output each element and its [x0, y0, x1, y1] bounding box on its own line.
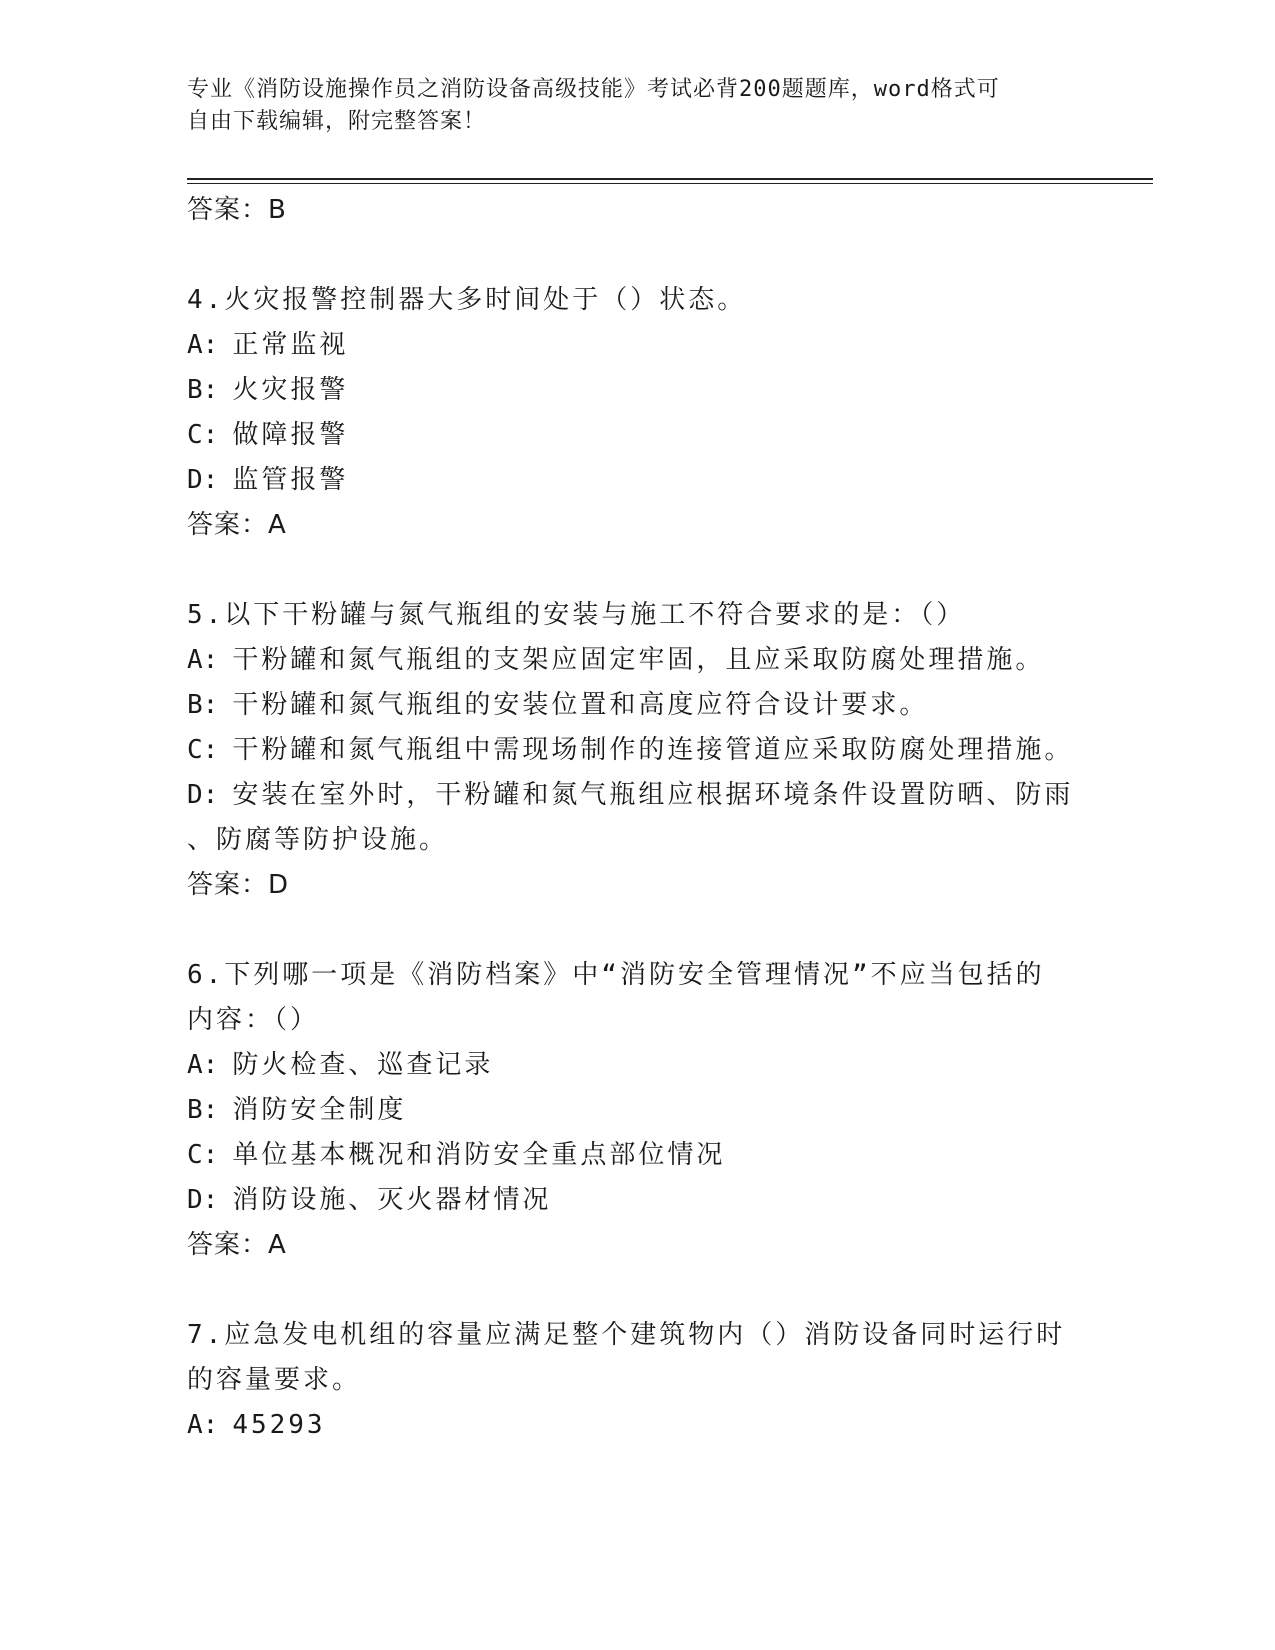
question-text: 4.火灾报警控制器大多时间处于（）状态。	[187, 285, 747, 315]
option-text: 做障报警	[232, 420, 349, 450]
option-text: 正常监视	[232, 330, 349, 360]
document-header	[187, 74, 1067, 138]
option-text: 干粉罐和氮气瓶组的支架应固定牢固，且应采取防腐处理措施。	[232, 645, 1045, 675]
option-text: 干粉罐和氮气瓶组中需现场制作的连接管道应采取防腐处理措施。	[232, 735, 1074, 765]
question-block	[187, 278, 1087, 547]
option-letter: A:	[187, 1410, 219, 1440]
question-block	[187, 1313, 1087, 1448]
option-text: 干粉罐和氮气瓶组的安装位置和高度应符合设计要求。	[232, 690, 929, 720]
option-a	[187, 638, 1087, 683]
option-letter: B:	[187, 1095, 219, 1125]
option-a	[187, 1403, 1087, 1448]
option-c	[187, 413, 1087, 458]
question-text: 5.以下干粉罐与氮气瓶组的安装与施工不符合要求的是：（）	[187, 600, 966, 630]
header-divider-thin	[187, 183, 1153, 184]
option-c	[187, 1133, 1087, 1178]
answer-line: 答案：D	[187, 870, 290, 900]
header-line-2: 自由下载编辑，附完整答案！	[187, 109, 487, 134]
question-text: 6.下列哪一项是《消防档案》中“消防安全管理情况”不应当包括的	[187, 960, 1045, 990]
option-letter: B:	[187, 690, 219, 720]
option-text: 防火检查、巡查记录	[232, 1050, 494, 1080]
option-letter: D:	[187, 780, 219, 810]
question-text: 的容量要求。	[187, 1365, 362, 1395]
option-b	[187, 1088, 1087, 1133]
option-text: 45293	[232, 1410, 326, 1440]
answer-line: 答案：B	[187, 195, 287, 225]
option-b	[187, 368, 1087, 413]
option-text: 安装在室外时，干粉罐和氮气瓶组应根据环境条件设置防晒、防雨	[232, 780, 1074, 810]
answer-line: 答案：A	[187, 1230, 287, 1260]
option-letter: C:	[187, 735, 219, 765]
option-letter: B:	[187, 375, 219, 405]
option-c	[187, 728, 1087, 773]
answer-line: 答案：A	[187, 510, 287, 540]
option-letter: D:	[187, 1185, 219, 1215]
option-d	[187, 1178, 1087, 1223]
option-letter: A:	[187, 1050, 219, 1080]
option-text: 单位基本概况和消防安全重点部位情况	[232, 1140, 726, 1170]
option-text: 监管报警	[232, 465, 349, 495]
question-list	[187, 188, 1087, 1448]
option-d	[187, 458, 1087, 503]
option-a	[187, 323, 1087, 368]
header-divider-thick	[187, 178, 1153, 180]
option-letter: C:	[187, 420, 219, 450]
option-d	[187, 773, 1087, 818]
option-letter: A:	[187, 645, 219, 675]
option-a	[187, 1043, 1087, 1088]
question-text: 内容：（）	[187, 1005, 320, 1035]
option-continuation: 、防腐等防护设施。	[187, 825, 449, 855]
question-text: 7.应急发电机组的容量应满足整个建筑物内（）消防设备同时运行时	[187, 1320, 1066, 1350]
option-letter: C:	[187, 1140, 219, 1170]
option-text: 消防设施、灭火器材情况	[232, 1185, 552, 1215]
question-block	[187, 953, 1087, 1267]
option-letter: A:	[187, 330, 219, 360]
question-block	[187, 593, 1087, 907]
option-text: 消防安全制度	[232, 1095, 407, 1125]
option-text: 火灾报警	[232, 375, 349, 405]
option-b	[187, 683, 1087, 728]
option-letter: D:	[187, 465, 219, 495]
header-line-1: 专业《消防设施操作员之消防设备高级技能》考试必背200题题库，word格式可	[187, 77, 1000, 102]
